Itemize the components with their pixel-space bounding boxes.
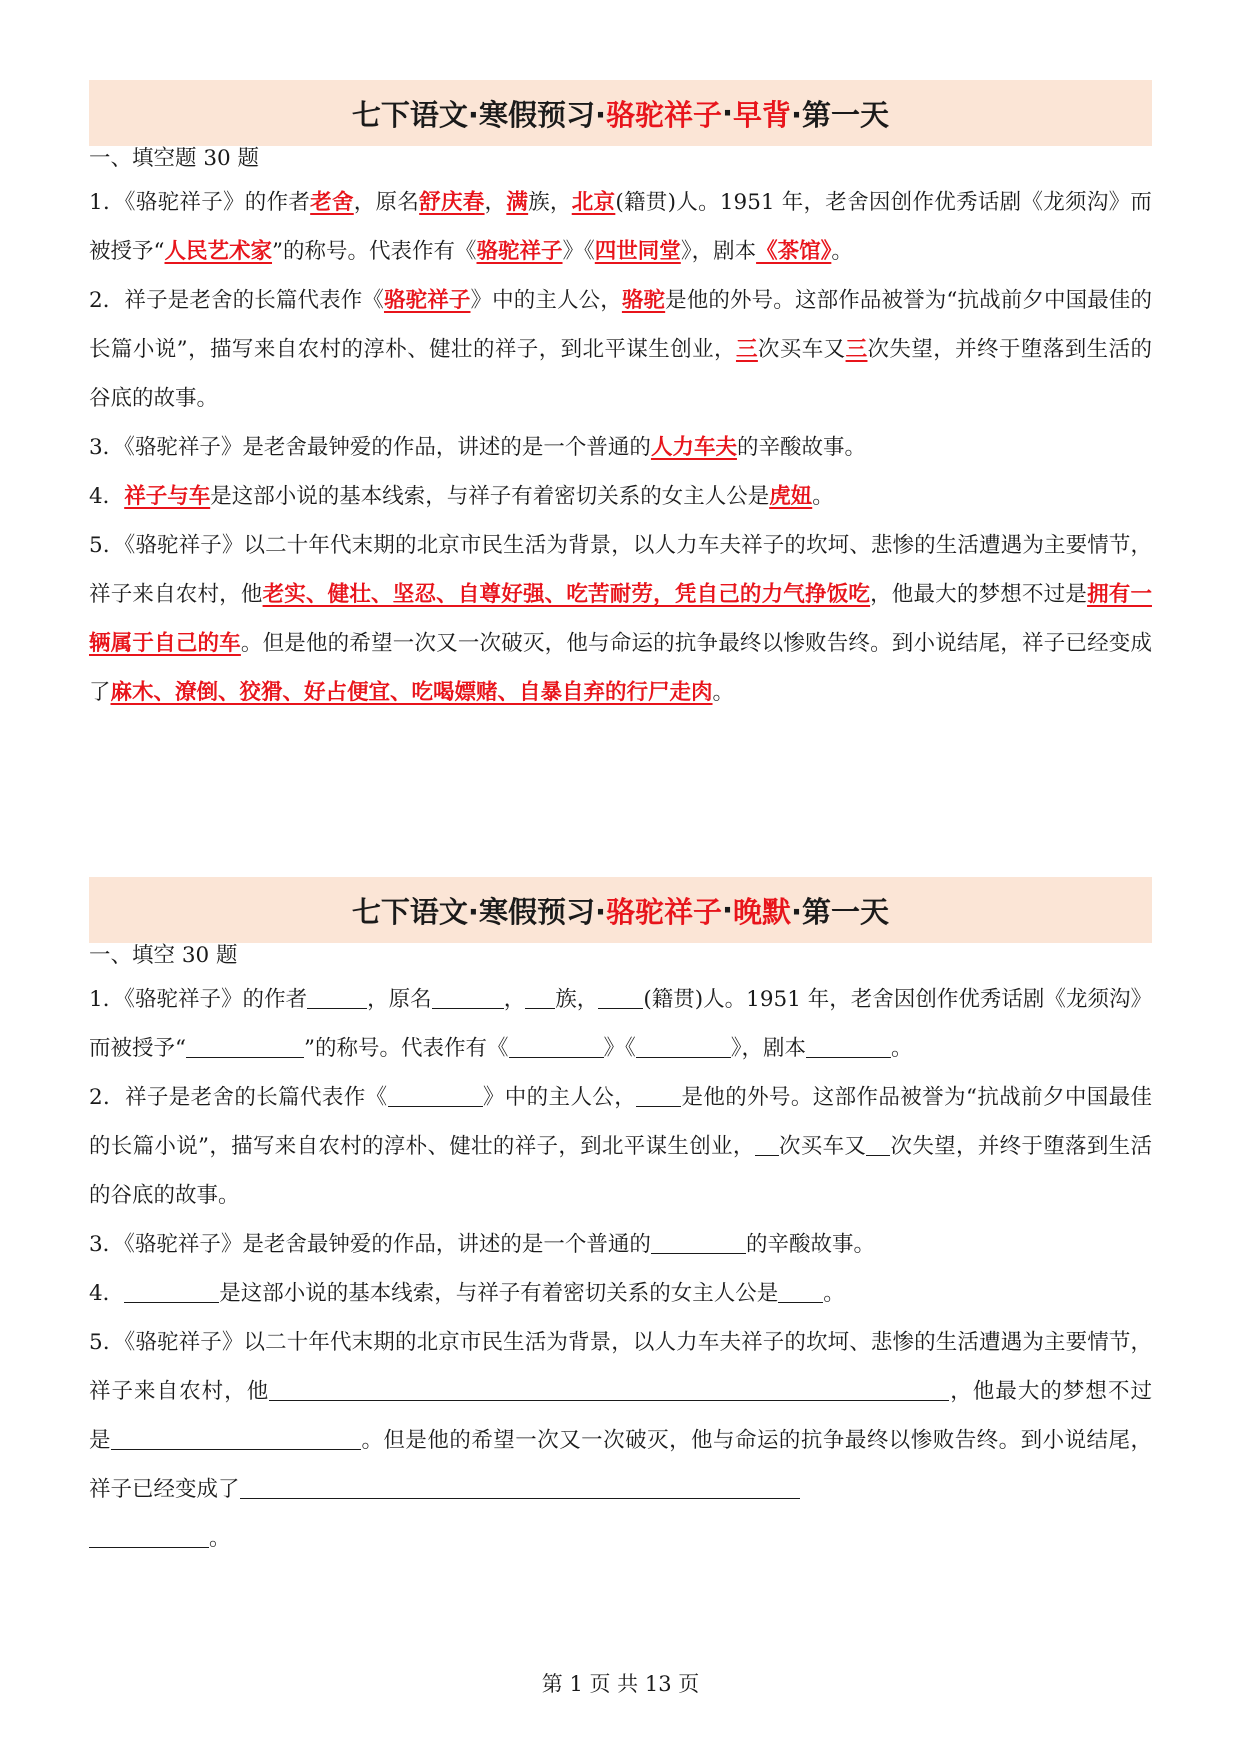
answer-blank[interactable] (806, 1035, 891, 1058)
title-part: ·第一天 (791, 894, 890, 929)
answer: 老舍 (310, 190, 354, 215)
answer: 虎妞 (769, 484, 813, 509)
question-text: 2．祥子是老舍的长篇代表作《 (89, 1085, 388, 1110)
answer: 人民艺术家 (164, 239, 273, 264)
title-part: · (721, 96, 734, 130)
question-text: 》，剧本 (680, 239, 757, 264)
answer: 骆驼 (621, 288, 666, 313)
answer-blank[interactable] (89, 1525, 209, 1548)
question-text: 的辛酸故事。 (745, 1232, 875, 1257)
title-part: · (721, 893, 734, 927)
question-text: 4． (89, 1281, 125, 1306)
answer: 骆驼祥子 (476, 239, 563, 264)
question-text: (籍贯)人。1951 年，老舍因创作优秀话剧《龙须沟》而被授予“ (89, 190, 1152, 264)
answer: 舒庆春 (419, 190, 485, 215)
question-2 (89, 1073, 1152, 1220)
question-text: 》《 (603, 1036, 636, 1061)
answer: 老实、健壮、坚忍、自尊好强、吃苦耐劳，凭自己的力气挣饭吃 (262, 582, 871, 607)
evening-section (89, 937, 1152, 1563)
morning-section (89, 140, 1152, 717)
question-text: 。 (823, 1281, 845, 1306)
answer-blank[interactable] (509, 1035, 604, 1058)
page-footer: 第 1 页 共 13 页 (541, 1672, 700, 1696)
answer-blank[interactable] (432, 986, 504, 1009)
question-text: (籍贯)人。1951 年，老舍因创作优秀话剧《龙须沟》而被授予“ (89, 987, 1153, 1061)
evening-title-bar (89, 877, 1152, 943)
answer-blank[interactable] (111, 1427, 361, 1450)
question-text: 。 (712, 680, 735, 705)
question-text: 族， (555, 987, 599, 1012)
question-text: 2．祥子是老舍的长篇代表作《 (89, 288, 384, 313)
answer-blank[interactable] (636, 1084, 681, 1107)
question-3 (89, 423, 1152, 472)
question-text: 是这部小说的基本线索，与祥子有着密切关系的女主人公是 (210, 484, 770, 509)
question-text: 4． (89, 484, 125, 509)
morning-title-bar (89, 80, 1152, 146)
question-text: ，他最大的梦想不过是 (870, 582, 1088, 607)
question-1 (89, 975, 1152, 1073)
title-book-name: 骆驼祥子 (605, 894, 722, 929)
question-text: ，原名 (367, 987, 432, 1012)
question-1 (89, 178, 1152, 276)
answer: 《茶馆》 (756, 239, 832, 264)
question-text: 次失望，并终于堕落到生活的谷底的故事。 (89, 1134, 1152, 1208)
answer: 满 (506, 190, 529, 215)
answer: 三 (845, 337, 868, 362)
question-text: ， (484, 190, 507, 215)
question-5 (89, 521, 1152, 717)
title-part: 七下语文·寒假预习· (351, 97, 606, 132)
question-text: 》中的主人公， (482, 1085, 637, 1110)
question-4 (89, 472, 1152, 521)
answer: 骆驼祥子 (383, 288, 471, 313)
question-text: 的辛酸故事。 (736, 435, 866, 460)
answer-blank[interactable] (755, 1133, 779, 1156)
answer: 北京 (571, 190, 616, 215)
question-text: 》《 (562, 239, 595, 264)
question-text: 3．《骆驼祥子》是老舍最钟爱的作品，讲述的是一个普通的 (89, 435, 651, 460)
question-text: 是他的外号。这部作品被誉为“抗战前夕中国最佳的长篇小说”，描写来自农村的淳朴、健壮的祥子，到北平谋生创业， (89, 1085, 1152, 1159)
answer-blank[interactable] (124, 1280, 219, 1303)
question-text: 次买车又 (757, 337, 846, 362)
question-4 (89, 1269, 1152, 1318)
title-book-name: 骆驼祥子 (605, 97, 722, 132)
question-text: 是这部小说的基本线索，与祥子有着密切关系的女主人公是 (219, 1281, 779, 1306)
answer-blank[interactable] (269, 1378, 949, 1401)
answer: 拥有一辆属于自己的车 (89, 582, 1152, 656)
title-part: ·第一天 (791, 97, 890, 132)
question-text: 。 (812, 484, 834, 509)
section-heading: 一、填空题 30 题 (89, 146, 260, 171)
question-text: ， (503, 987, 526, 1012)
question-text: ，他最大的梦想不过是 (89, 1379, 1152, 1453)
answer-blank[interactable] (651, 1231, 746, 1254)
answer-blank[interactable] (636, 1035, 731, 1058)
answer-blank[interactable] (307, 986, 367, 1009)
question-text: 族， (528, 190, 572, 215)
answer: 三 (735, 337, 758, 362)
question-text: 1．《骆驼祥子》的作者 (89, 987, 308, 1012)
answer: 祥子与车 (124, 484, 211, 509)
question-text: ，原名 (353, 190, 420, 215)
section-heading: 一、填空 30 题 (89, 943, 238, 968)
question-2 (89, 276, 1152, 423)
question-text: ”的称号。代表作有《 (304, 1036, 509, 1061)
answer: 麻木、潦倒、狡猾、好占便宜、吃喝嫖赌、自暴自弃的行尸走肉 (110, 680, 713, 705)
answer-blank[interactable] (388, 1084, 483, 1107)
title-session: 早背 (733, 97, 792, 132)
answer-blank[interactable] (186, 1035, 304, 1058)
answer: 人力车夫 (650, 435, 737, 460)
question-text: 》中的主人公， (470, 288, 622, 313)
question-text: 5．《骆驼祥子》以二十年代末期的北京市民生活为背景，以人力车夫祥子的坎坷、悲惨的生活遭遇为主要情节，祥子来自农村，他 (89, 533, 1152, 607)
question-text: 。 (209, 1526, 231, 1551)
question-3 (89, 1220, 1152, 1269)
question-text: 1．《骆驼祥子》的作者 (89, 190, 311, 215)
answer-blank[interactable] (525, 986, 555, 1009)
title-part: 七下语文·寒假预习· (351, 894, 606, 929)
question-text: 5．《骆驼祥子》以二十年代末期的北京市民生活为背景，以人力车夫祥子的坎坷、悲惨的生活遭遇为主要情节，祥子来自农村，他 (89, 1330, 1152, 1404)
question-text: 。但是他的希望一次又一次破灭，他与命运的抗争最终以惨败告终。到小说结尾，祥子已经变成了 (89, 631, 1152, 705)
title-session: 晚默 (733, 894, 792, 929)
question-text: 次买车又 (778, 1134, 867, 1159)
question-text: 》，剧本 (730, 1036, 807, 1061)
answer-blank[interactable] (778, 1280, 823, 1303)
question-text: ”的称号。代表作有《 (272, 239, 477, 264)
question-text: 3．《骆驼祥子》是老舍最钟爱的作品，讲述的是一个普通的 (89, 1232, 651, 1257)
answer-blank[interactable] (866, 1133, 890, 1156)
question-text: 是他的外号。这部作品被誉为“抗战前夕中国最佳的长篇小说”，描写来自农村的淳朴、健壮的祥子，到北平谋生创业， (89, 288, 1152, 362)
question-text: 。但是他的希望一次又一次破灭，他与命运的抗争最终以惨败告终。到小说结尾，祥子已经变成了 (89, 1428, 1152, 1502)
question-text: 。 (831, 239, 853, 264)
question-5 (89, 1318, 1152, 1563)
question-text: 。 (891, 1036, 913, 1061)
answer: 四世同堂 (594, 239, 681, 264)
answer-blank[interactable] (240, 1476, 800, 1499)
question-text: 次失望，并终于堕落到生活的谷底的故事。 (89, 337, 1152, 411)
answer-blank[interactable] (598, 986, 643, 1009)
